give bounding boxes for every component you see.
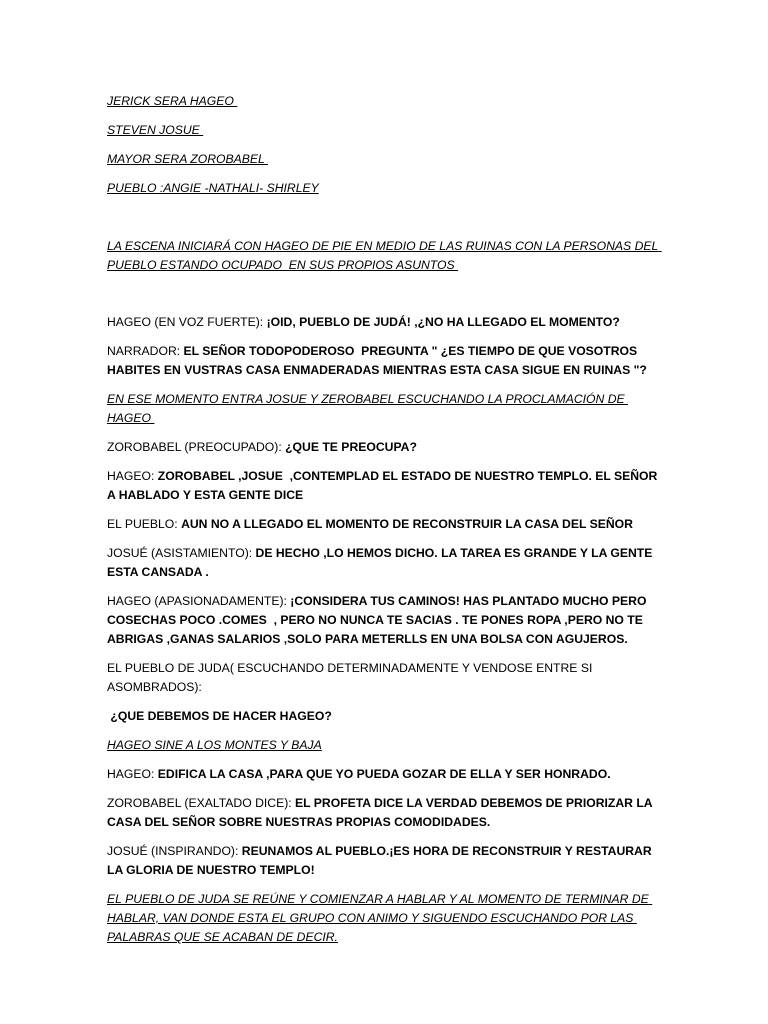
- dialogue-text: REUNAMOS AL PUEBLO.¡ES HORA DE RECONSTRUIR Y RESTAURAR LA GLORIA DE NUESTRO TEMPLO!: [107, 844, 656, 877]
- stage-direction: EL PUEBLO DE JUDA SE REÚNE Y COMIENZAR A HABLAR Y AL MOMENTO DE TERMINAR DE HABLAR, VAN DONDE ESTA EL GRUPO CON ANIMO Y SIGUENDO ESCUCHANDO POR LAS PALABRAS QUE SE ACABAN DE DECIR.: [107, 892, 653, 944]
- dialogue-text: AUN NO A LLEGADO EL MOMENTO DE RECONSTRUIR LA CASA DEL SEÑOR: [181, 517, 633, 531]
- dialogue-text: ZOROBABEL ,JOSUE ,CONTEMPLAD EL ESTADO DE NUESTRO TEMPLO. EL SEÑOR A HABLADO Y ESTA GENTE DICE: [107, 469, 661, 502]
- dialogue-line: [107, 515, 667, 534]
- dialogue-line: [107, 842, 667, 880]
- cast-list: [107, 92, 667, 198]
- speaker-label: ZOROBABEL (PREOCUPADO):: [107, 440, 286, 454]
- cast-item-zorobabel: MAYOR SERA ZOROBABEL: [107, 152, 268, 166]
- dialogue-line: [107, 313, 667, 332]
- dialogue-text: EDIFICA LA CASA ,PARA QUE YO PUEDA GOZAR DE ELLA Y SER HONRADO.: [157, 767, 611, 781]
- cast-item-hageo: JERICK SERA HAGEO: [107, 94, 238, 108]
- dialogue-line: [107, 342, 667, 380]
- document-page: [107, 92, 667, 957]
- speaker-label: EL PUEBLO DE JUDA( ESCUCHANDO DETERMINADAMENTE Y VENDOSE ENTRE SI ASOMBRADOS):: [107, 661, 596, 694]
- speaker-label: HAGEO (APASIONADAMENTE):: [107, 594, 291, 608]
- script-body: [107, 313, 667, 947]
- speaker-label: HAGEO (EN VOZ FUERTE):: [107, 315, 267, 329]
- dialogue-line: [107, 765, 667, 784]
- stage-direction: HAGEO SINE A LOS MONTES Y BAJA: [107, 738, 322, 752]
- scene-intro: LA ESCENA INICIARÁ CON HAGEO DE PIE EN MEDIO DE LAS RUINAS CON LA PERSONAS DEL PUEBLO ESTANDO OCUPADO EN SUS PROPIOS ASUNTOS: [107, 239, 662, 272]
- cast-item-pueblo: PUEBLO :ANGIE -NATHALI- SHIRLEY: [107, 181, 319, 195]
- dialogue-line: [107, 659, 667, 697]
- speaker-label: JOSUÉ (INSPIRANDO):: [107, 844, 242, 858]
- dialogue-text: EL PROFETA DICE LA VERDAD DEBEMOS DE PRIORIZAR LA CASA DEL SEÑOR SOBRE NUESTRAS PROPIAS COMODIDADES.: [107, 796, 656, 829]
- speaker-label: NARRADOR:: [107, 344, 184, 358]
- cast-item-josue: STEVEN JOSUE: [107, 123, 204, 137]
- dialogue-text: ¡CONSIDERA TUS CAMINOS! HAS PLANTADO MUCHO PERO COSECHAS POCO .COMES , PERO NO NUNCA TE SACIAS . TE PONES ROPA ,PERO NO TE ABRIGAS ,GANAS SALARIOS ,SOLO PARA METERLLS EN UNA BOLSA CON AGUJEROS.: [107, 594, 650, 646]
- speaker-label: HAGEO:: [107, 469, 158, 483]
- dialogue-text: ¿QUE TE PREOCUPA?: [285, 440, 417, 454]
- dialogue-line: [107, 592, 667, 649]
- stage-direction: EN ESE MOMENTO ENTRA JOSUE Y ZEROBABEL ESCUCHANDO LA PROCLAMACIÓN DE HAGEO: [107, 392, 629, 425]
- dialogue-text: ¡OID, PUEBLO DE JUDÁ! ,¿NO HA LLEGADO EL MOMENTO?: [266, 315, 620, 329]
- dialogue-line: [107, 707, 667, 726]
- speaker-label: HAGEO:: [107, 767, 158, 781]
- dialogue-line: [107, 794, 667, 832]
- dialogue-line: [107, 467, 667, 505]
- dialogue-text: DE HECHO ,LO HEMOS DICHO. LA TAREA ES GRANDE Y LA GENTE ESTA CANSADA .: [107, 546, 656, 579]
- dialogue-text: ¿QUE DEBEMOS DE HACER HAGEO?: [110, 709, 332, 723]
- dialogue-line: [107, 544, 667, 582]
- speaker-label: JOSUÉ (ASISTAMIENTO):: [107, 546, 256, 560]
- dialogue-text: EL SEÑOR TODOPODEROSO PREGUNTA " ¿ES TIEMPO DE QUE VOSOTROS HABITES EN VUSTRAS CASA ENMADERADAS MIENTRAS ESTA CASA SIGUE EN RUINAS "?: [107, 344, 647, 377]
- speaker-label: EL PUEBLO:: [107, 517, 182, 531]
- dialogue-line: [107, 438, 667, 457]
- speaker-label: ZOROBABEL (EXALTADO DICE):: [107, 796, 296, 810]
